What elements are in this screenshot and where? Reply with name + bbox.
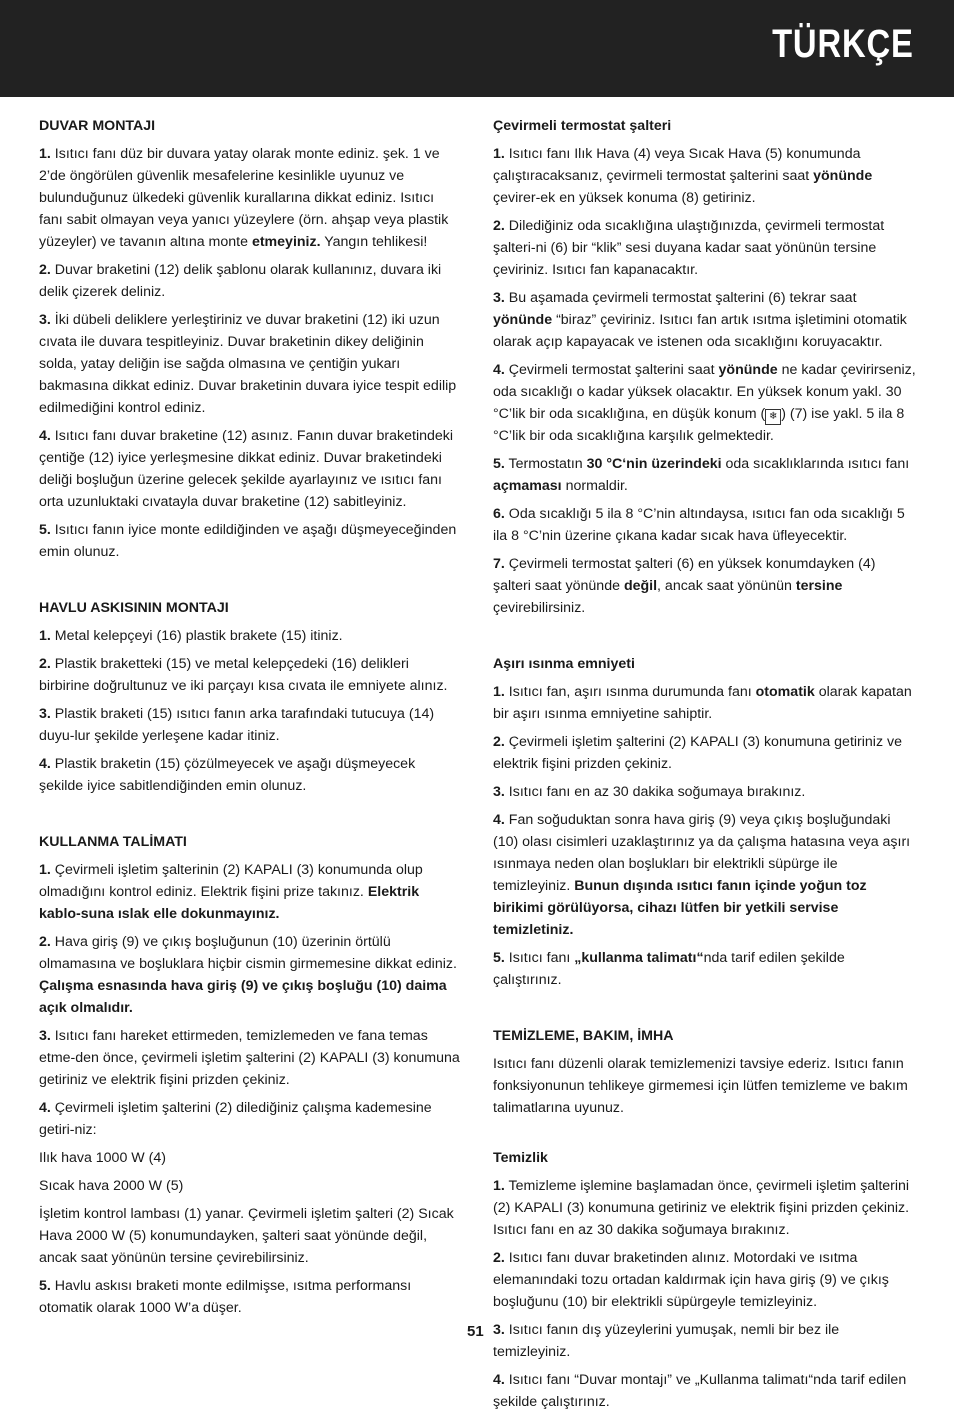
paragraph: Sıcak hava 2000 W (5) bbox=[39, 1178, 184, 1194]
paragraph: 1. Metal kelepçeyi (16) plastik brakete (15) itiniz. bbox=[39, 628, 343, 644]
paragraph: 4. Isıtıcı fanı “Duvar montajı” ve „Kullanma talimatı“nda tarif edilen şekilde çalıştırınız. bbox=[493, 1372, 907, 1410]
section-title-overheat: Aşırı ısınma emniyeti bbox=[493, 656, 635, 672]
section-title-towel: HAVLU ASKISININ MONTAJI bbox=[39, 600, 229, 616]
section-title-use: KULLANMA TALİMATI bbox=[39, 834, 187, 850]
paragraph: 5. Havlu askısı braketi monte edilmişse, ısıtma performansı otomatik olarak 1000 W’a düşer. bbox=[39, 1278, 412, 1316]
paragraph: 2. Plastik braketteki (15) ve metal kelepçedeki (16) delikleri birbirine doğrultunuz ve iki parçayı kısa cıvata ile emniyete alınız. bbox=[39, 656, 448, 694]
paragraph: 1. Isıtıcı fan, aşırı ısınma durumunda fanı otomatik olarak kapatan bir aşırı ısınma emniyetine sahiptir. bbox=[493, 684, 912, 722]
paragraph: 3. Isıtıcı fanı hareket ettirmeden, temizlemeden ve fana temas etme-den önce, çevirmeli işletim şalterini (2) KAPALI (3) konumuna getiriniz ve elektrik fişini prizden çekiniz. bbox=[39, 1028, 460, 1088]
paragraph: 4. Fan soğuduktan sonra hava giriş (9) veya çıkış boşluğundaki (10) olası cisimleri uzaklaştırınız ya da çalışma hatasına veya aşırı ısınmaya neden olan boşlukları bir elektrikli süpürge ile temizleyiniz. Bunun dışında ısıtıcı fanın içinde yoğun toz birikimi görülüyorsa, cihazı lütfen bir yetkili servise temizletiniz. bbox=[493, 812, 911, 938]
paragraph: 4. Isıtıcı fanı duvar braketine (12) asınız. Fanın duvar braketindeki çentiğe (12) iyice yerleşmesine dikkat ediniz. Duvar braketindeki deliği boşluğun üzerine gelecek şekilde ayarlayınız ve ısıtıcı fanı orta uzunluktaki cıvatayla duvar braketine (12) sabitleyiniz. bbox=[39, 428, 454, 510]
paragraph: 7. Çevirmeli termostat şalteri (6) en yüksek konumdayken (4) şalteri saat yönünde değil, ancak saat yönünün tersine çevirebilirsiniz. bbox=[493, 556, 876, 616]
paragraph: 5. Isıtıcı fanın iyice monte edildiğinden ve aşağı düşmeyeceğinden emin olunuz. bbox=[39, 522, 457, 560]
paragraph: 1. Temizleme işlemine başlamadan önce, çevirmeli işletim şalterini (2) KAPALI (3) konumuna getiriniz ve elektrik fişini prizden çekiniz. Isıtıcı fanı en az 30 dakika soğumaya bırakınız. bbox=[493, 1178, 910, 1238]
section-title-cleaning: TEMİZLEME, BAKIM, İMHA bbox=[493, 1028, 674, 1044]
paragraph: 2. Çevirmeli işletim şalterini (2) KAPALI (3) konumuna getiriniz ve elektrik fişini prizden çekiniz. bbox=[493, 734, 902, 772]
subsection-title-cleaning: Temizlik bbox=[493, 1150, 548, 1166]
paragraph: 2. Dilediğiniz oda sıcaklığına ulaştığınızda, çevirmeli termostat şalteri-ni (6) bir “klik” sesi duyana kadar saat yönünün tersine çeviriniz. Isıtıcı fan kapanacaktır. bbox=[493, 218, 885, 278]
paragraph: 4. Çevirmeli işletim şalterini (2) dilediğiniz çalışma kademesine getiri-niz: bbox=[39, 1100, 432, 1138]
language-title: TÜRKÇE bbox=[772, 22, 914, 66]
paragraph: 6. Oda sıcaklığı 5 ila 8 °C’nin altındaysa, ısıtıcı fan oda sıcaklığı 5 ila 8 °C’nin üzerine çıkana kadar sıcak hava üfleyecektir. bbox=[493, 506, 905, 544]
paragraph: Isıtıcı fanı düzenli olarak temizlemenizi tavsiye ederiz. Isıtıcı fanın fonksiyonunun tehlikeye girmemesi için lütfen temizleme ve bakım talimatlarına uyunuz. bbox=[493, 1056, 908, 1116]
paragraph: 3. İki dübeli deliklere yerleştiriniz ve duvar braketini (12) iki uzun cıvata ile duvara tespitleyiniz. Duvar braketinin dikey deliğinin solda, yatay deliğin ise sağda olmasına ve çentiğin yukarı bakmasına dikkat ediniz. Duvar braketinin duvara iyice tespit edilip edilmediğini kontrol ediniz. bbox=[39, 312, 457, 416]
paragraph: 1. Çevirmeli işletim şalterinin (2) KAPALI (3) konumunda olup olmadığını kontrol ediniz. Elektrik fişini prize takınız. Elektrik kablo-suna ıslak elle dokunmayınız. bbox=[39, 862, 423, 922]
paragraph: 5. Isıtıcı fanı „kullanma talimatı“nda tarif edilen şekilde çalıştırınız. bbox=[493, 950, 845, 988]
paragraph: 3. Bu aşamada çevirmeli termostat şalterini (6) tekrar saat yönünde “biraz” çeviriniz. Isıtıcı fan artık ısıtma işletimini otomatik olarak açıp kapayacak ve istenen oda sıcaklığını koruyacaktır. bbox=[493, 290, 907, 350]
paragraph: 1. Isıtıcı fanı düz bir duvara yatay olarak monte ediniz. şek. 1 ve 2’de öngörülen güvenlik mesafelerine kesinlikle uyunuz ve bulunduğunuz ülkedeki güvenlik kurallarına dikkat ediniz. Isıtıcı fanı sabit olmayan veya yanıcı yüzeylere (örn. ahşap veya plastik yüzeyler) ve tavanın altına monte etmeyiniz. Yangın tehlikesi! bbox=[39, 146, 449, 250]
paragraph: 4. Plastik braketin (15) çözülmeyecek ve aşağı düşmeyecek şekilde iyice sabitlendiğinden emin olunuz. bbox=[39, 756, 416, 794]
paragraph: 3. Isıtıcı fanı en az 30 dakika soğumaya bırakınız. bbox=[493, 784, 806, 800]
right-column bbox=[493, 115, 917, 1419]
paragraph: 5. Termostatın 30 °C‘nin üzerindeki oda sıcaklıklarında ısıtıcı fanı açmaması normaldir. bbox=[493, 456, 910, 494]
page-header bbox=[0, 0, 954, 97]
section-title-wall: DUVAR MONTAJI bbox=[39, 118, 156, 134]
paragraph: 3. Isıtıcı fanın dış yüzeylerini yumuşak, nemli bir bez ile temizleyiniz. bbox=[493, 1322, 840, 1360]
section-title-thermostat: Çevirmeli termostat şalteri bbox=[493, 118, 672, 134]
paragraph: 2. Isıtıcı fanı duvar braketinden alınız. Motordaki ve ısıtma elemanındaki tozu ortadan kaldırmak için hava giriş (9) ve çıkış boşluğunu (10) bir elektrikli süpürgeyle temizleyiniz. bbox=[493, 1250, 889, 1310]
left-column bbox=[39, 115, 461, 1325]
paragraph: 4. Çevirmeli termostat şalterini saat yönünde ne kadar çevirirseniz, oda sıcaklığı o kadar yüksek olacaktır. En yüksek konum yakl. 30 °C’lik bir oda sıcaklığına, en düşük konum ( ❄ ) (7) ise yakl. 5 ila 8 °C’lik bir oda sıcaklığına karşılık gelmektedir. bbox=[493, 362, 916, 444]
paragraph: 2. Hava giriş (9) ve çıkış boşluğunun (10) üzerinin örtülü olmamasına ve boşluklara hiçbir cismin girmemesine dikkat ediniz. Çalışma esnasında hava giriş (9) ve çıkış boşluğu (10) daima açık olmalıdır. bbox=[39, 934, 457, 1016]
paragraph: 1. Isıtıcı fanı Ilık Hava (4) veya Sıcak Hava (5) konumunda çalıştıracaksanız, çevirmeli termostat şalterini saat yönünde çevirer-ek en yüksek konuma (8) getiriniz. bbox=[493, 146, 873, 206]
paragraph: 3. Plastik braketi (15) ısıtıcı fanın arka tarafındaki tutucuya (14) duyu-lur şekilde yerleşene kadar itiniz. bbox=[39, 706, 435, 744]
paragraph: Ilık hava 1000 W (4) bbox=[39, 1150, 166, 1166]
paragraph: 2. Duvar braketini (12) delik şablonu olarak kullanınız, duvara iki delik çizerek deliniz. bbox=[39, 262, 442, 300]
page-number: 51 bbox=[467, 1323, 484, 1340]
snowflake-icon: ❄ bbox=[765, 409, 781, 425]
paragraph: İşletim kontrol lambası (1) yanar. Çevirmeli işletim şalteri (2) Sıcak Hava 2000 W (5) konumundayken, şalteri saat yönünde değil, ancak saat yönünün tersine çevirebilirsiniz. bbox=[39, 1206, 454, 1266]
